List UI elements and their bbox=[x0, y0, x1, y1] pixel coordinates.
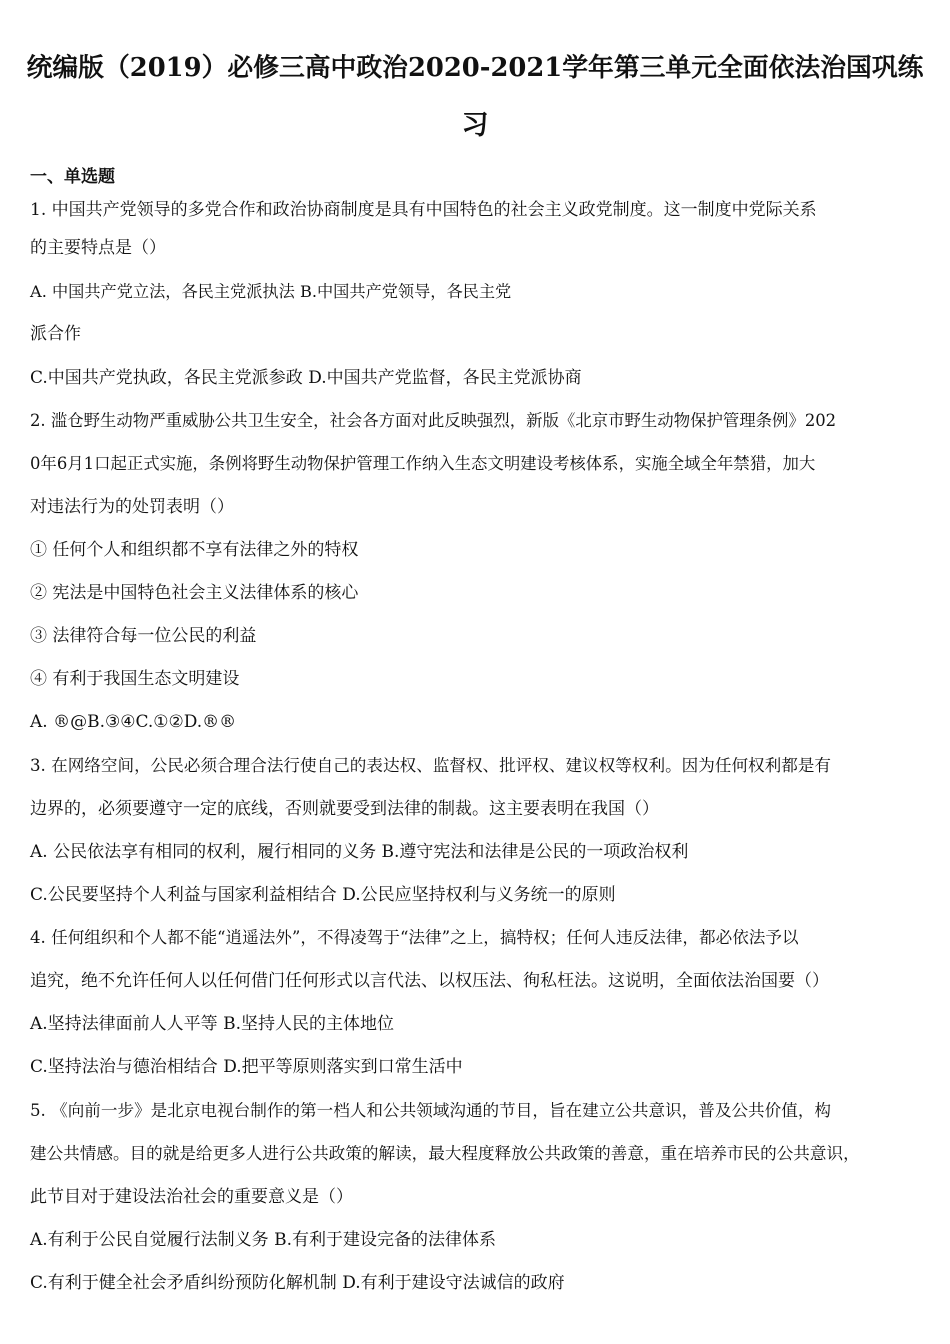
question-2-text: 2. 滥仓野生动物严重威胁公共卫生安全，社会各方面对此反映强烈，新版《北京市野生动物保护管理条例》202 bbox=[30, 411, 837, 430]
question-5-text-cont-2: 此节目对于建设法治社会的重要意义是（） bbox=[30, 1187, 353, 1207]
question-1-options-cd: C.中国共产党执政，各民主党派参政 D.中国共产党监督，各民主党派协商 bbox=[30, 368, 582, 388]
question-2-options: A. ®@B.③④C.①②D.®® bbox=[30, 712, 237, 732]
question-4-options-cd: C.坚持法治与德治相结合 D.把平等原则落实到口常生活中 bbox=[30, 1057, 463, 1077]
question-5-text: 5. 《向前一步》是北京电视台制作的第一档人和公共领域沟通的节目，旨在建立公共意识，普及公共价值，构 bbox=[30, 1101, 832, 1120]
question-3-options-ab: A. 公民依法享有相同的权利，履行相同的义务 B.遵守宪法和法律是公民的一项政治权利 bbox=[30, 842, 689, 862]
document-title-line-2: 习 bbox=[461, 110, 489, 141]
question-2-item-4: ④ 有利于我国生态文明建设 bbox=[30, 669, 240, 689]
question-4-text: 4. 任何组织和个人都不能“逍遥法外”，不得凌驾于“法律”之上，搞特权；任何人违反法律，都必依法予以 bbox=[30, 928, 799, 947]
question-2-item-1: ① 任何个人和组织都不享有法律之外的特权 bbox=[30, 540, 359, 560]
question-4-options-ab: A.坚持法律面前人人平等 B.坚持人民的主体地位 bbox=[30, 1014, 394, 1034]
question-3-text-cont: 边界的，必须要遵守一定的底线，否则就要受到法律的制裁。这主要表明在我国（） bbox=[30, 799, 659, 819]
section-heading: 一、单选题 bbox=[30, 167, 115, 187]
question-2-item-3: ③ 法律符合每一位公民的利益 bbox=[30, 626, 257, 646]
question-2-text-cont-2: 对违法行为的处罚表明（） bbox=[30, 497, 234, 517]
question-4-text-cont: 追究，绝不允许任何人以任何借门任何形式以言代法、以权压法、徇私枉法。这说明，全面依法治国要（） bbox=[30, 971, 829, 991]
question-1-text: 1. 中国共产党领导的多党合作和政治协商制度是具有中国特色的社会主义政党制度。这一制度中党际关系 bbox=[30, 200, 817, 220]
question-3-text: 3. 在网络空间，公民必须合理合法行使自己的表达权、监督权、批评权、建议权等权利。因为任何权利都是有 bbox=[30, 756, 832, 775]
question-5-options-cd: C.有利于健全社会矛盾纠纷预防化解机制 D.有利于建设守法诚信的政府 bbox=[30, 1273, 565, 1293]
question-2-item-2: ② 宪法是中国特色社会主义法律体系的核心 bbox=[30, 583, 359, 603]
question-5-text-cont: 建公共情感。目的就是给更多人进行公共政策的解读，最大程度释放公共政策的善意，重在培养市民的公共意识， bbox=[30, 1144, 860, 1163]
question-5-options-ab: A.有利于公民自觉履行法制义务 B.有利于建设完备的法律体系 bbox=[30, 1230, 496, 1250]
question-2-text-cont: 0年6月1口起正式实施，条例将野生动物保护管理工作纳入生态文明建设考核体系，实施全域全年禁猎，加大 bbox=[30, 454, 816, 473]
question-3-options-cd: C.公民要坚持个人利益与国家利益相结合 D.公民应坚持权利与义务统一的原则 bbox=[30, 885, 616, 905]
question-1-options-ab: A. 中国共产党立法，各民主党派执法 B.中国共产党领导，各民主党 bbox=[30, 282, 512, 301]
question-1-options-ab-cont: 派合作 bbox=[30, 324, 81, 344]
document-title-line-1: 统编版（2019）必修三高中政治2020-2021学年第三单元全面依法治国巩练 bbox=[26, 53, 924, 83]
question-1-text-cont: 的主要特点是（） bbox=[30, 238, 166, 258]
